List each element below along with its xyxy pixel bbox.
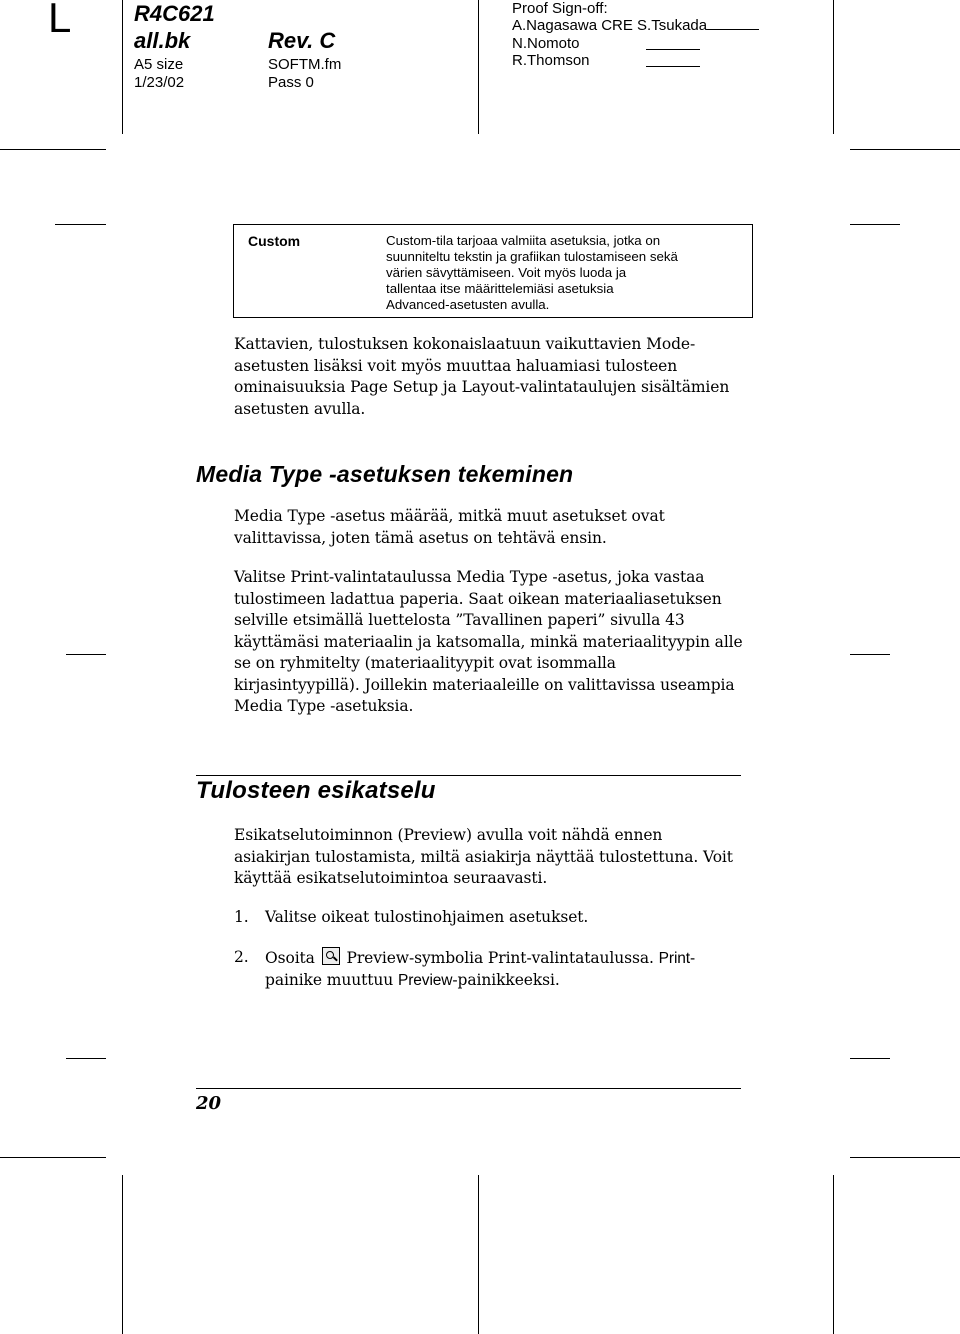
pass: Pass 0: [268, 74, 314, 91]
table-line: Advanced-asetusten avulla.: [386, 297, 550, 312]
proof-title: Proof Sign-off:: [512, 0, 608, 17]
step-number: 1.: [234, 908, 249, 926]
settings-table: [233, 224, 753, 318]
step-2: 2. Osoita Preview-symbolia Print-valintataulussa. Print- painike muuttuu Preview-painikkeeksi.: [234, 948, 696, 989]
step-1: [234, 907, 754, 929]
section-heading-media-type: Media Type -asetuksen tekeminen: [196, 461, 574, 487]
crop-mark: [850, 149, 960, 150]
table-key: Custom: [248, 233, 301, 249]
book-name: all.bk: [134, 28, 191, 53]
crop-mark: [0, 149, 106, 150]
step-number: 2.: [234, 948, 249, 966]
crop-mark: [478, 0, 479, 134]
crop-mark: [833, 0, 834, 134]
crop-mark: [122, 0, 123, 134]
registration-mark: [850, 1058, 890, 1059]
media-type-paragraph-2: Valitse Print-valintataulussa Media Type -asetus, joka vastaa tulostimeen ladattua paperia. Saat oikean materiaaliasetuksen selville etsimällä luettelosta ”Tavallinen paperi” sivulla 43 käyttämäsi materiaalin ja katsomalla, minkä materiaalityypin alle se on ryhmitelty (materiaalityypit ovat isommalla kirjasintyypillä). Joillekin materiaaleille on valittavissa useampia Media Type -asetuksia.: [234, 568, 743, 715]
table-line: värien sävyttämiseen. Voit myös luoda ja: [386, 265, 627, 280]
registration-mark: [66, 1058, 106, 1059]
table-line: suunniteltu tekstin ja grafiikan tulostamiseen sekä: [386, 249, 678, 264]
file-name: SOFTM.fm: [268, 56, 342, 73]
registration-mark: [850, 224, 900, 225]
page-number: 20: [196, 1093, 222, 1114]
table-description: [386, 233, 726, 313]
proof-line-2: N.Nomoto: [512, 35, 580, 52]
page-size: A5 size: [134, 56, 184, 73]
table-line: tallentaa itse määrittelemiäsi asetuksia: [386, 281, 614, 296]
registration-mark: [850, 654, 890, 655]
media-type-paragraph-1: Media Type -asetus määrää, mitkä muut asetukset ovat valittavissa, joten tämä asetus on tehtävä ensin.: [234, 507, 665, 547]
crop-mark: [122, 1175, 123, 1334]
proof-line-1: A.Nagasawa CRE S.Tsukada: [512, 16, 759, 35]
footer-rule: [196, 1088, 741, 1089]
section-rule: [196, 775, 741, 776]
doc-code: R4C621: [134, 1, 215, 26]
intro-paragraph: Kattavien, tulostuksen kokonaislaatuun vaikuttavien Mode- asetusten lisäksi voit myös muuttaa haluamiasi tulosteen ominaisuuksia Page Setup ja Layout-valintataulujen sisältämien asetusten avulla.: [234, 335, 730, 418]
preview-icon: [322, 947, 340, 965]
section-heading-preview: Tulosteen esikatselu: [196, 777, 436, 804]
table-line: Custom-tila tarjoaa valmiita asetuksia, jotka on: [386, 233, 661, 248]
corner-letter: L: [48, 0, 72, 41]
date: 1/23/02: [134, 74, 185, 91]
registration-mark: [55, 224, 106, 225]
revision: Rev. C: [268, 28, 336, 53]
preview-paragraph: Esikatselutoiminnon (Preview) avulla voit nähdä ennen asiakirjan tulostamista, miltä asiakirja näyttää tulostettuna. Voit käyttää esikatselutoimintoa seuraavasti.: [234, 826, 733, 887]
crop-mark: [833, 1175, 834, 1334]
signature-line: [646, 49, 700, 50]
step-text: Valitse oikeat tulostinohjaimen asetukset.: [265, 908, 589, 926]
crop-mark: [850, 1157, 960, 1158]
signature-line: [646, 66, 700, 67]
proof-line-3: R.Thomson: [512, 52, 590, 69]
registration-mark: [66, 654, 106, 655]
crop-mark: [0, 1157, 106, 1158]
crop-mark: [478, 1175, 479, 1334]
